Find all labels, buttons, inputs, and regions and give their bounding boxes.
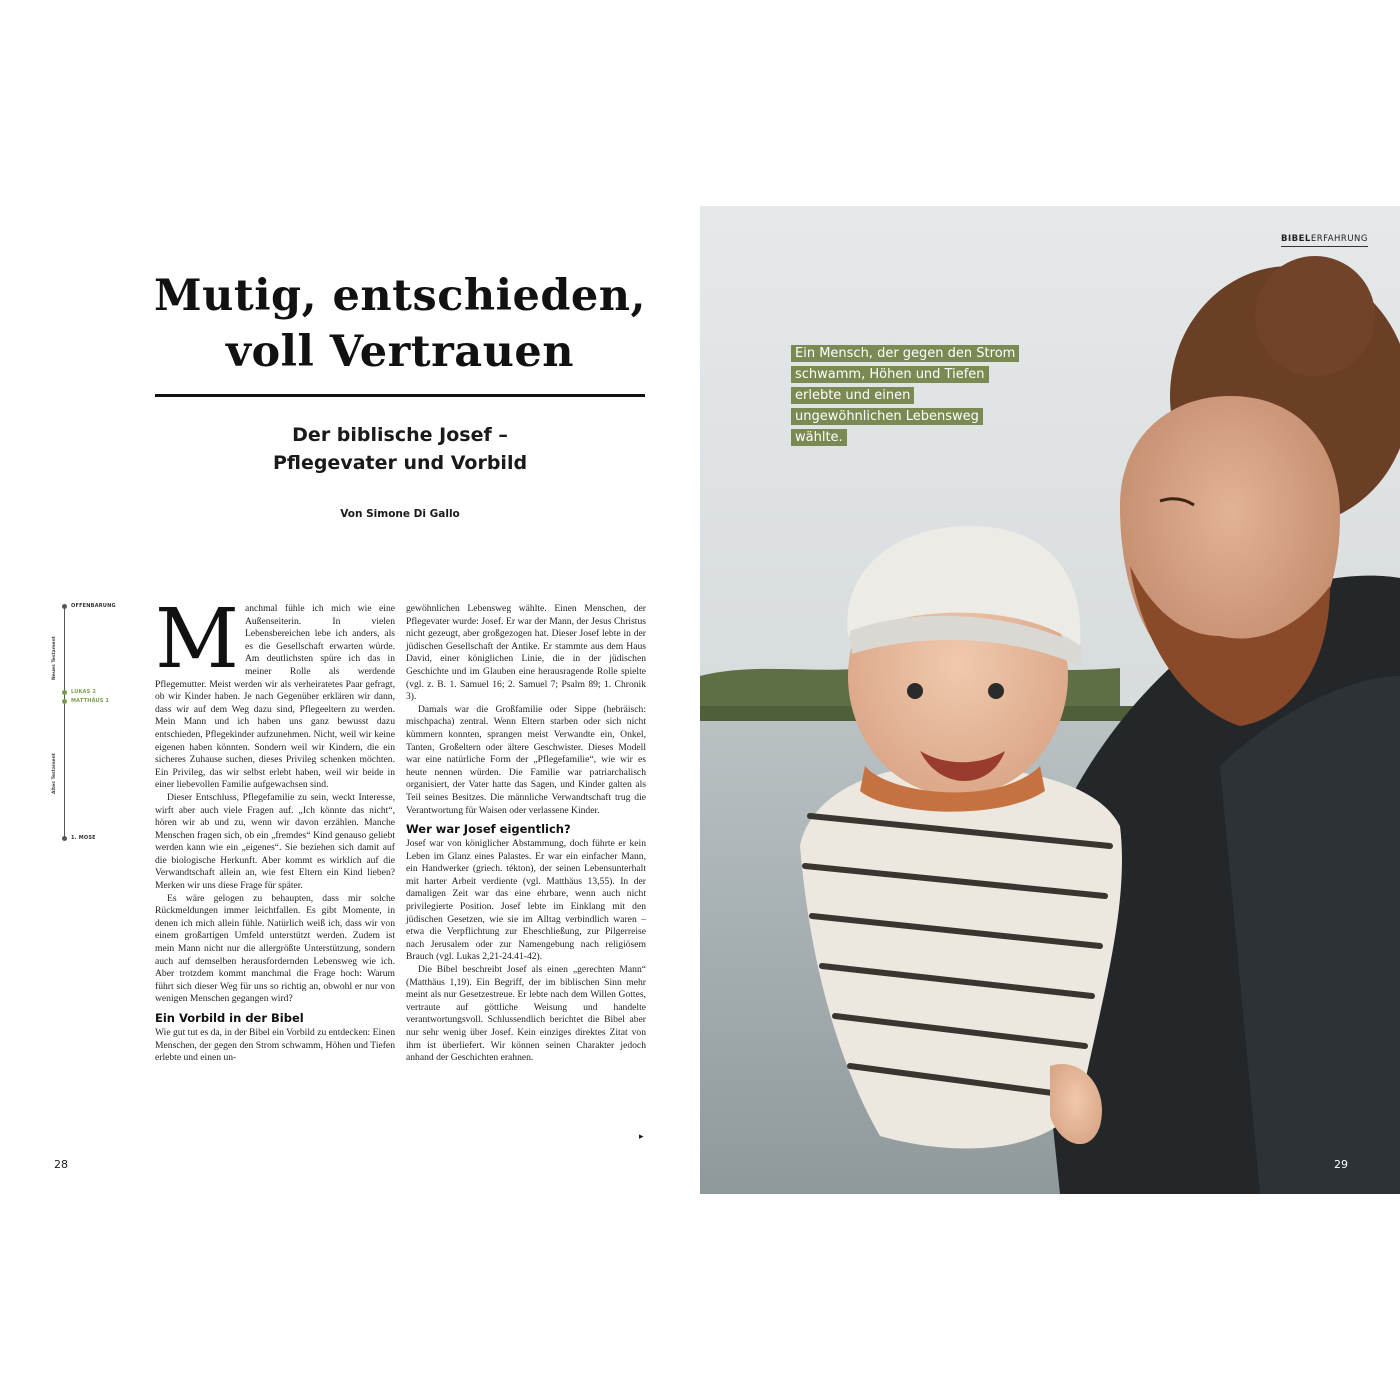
timeline-section-at: Altes Testament [52,753,57,794]
paragraph: Es wäre gelogen zu behaupten, dass mir solche Rückmeldungen immer leichtfallen. Es gibt Momente, in denen ich mich allein fühle. Natürlich weiß ich, dass wir von einem großartigen Umfeld unterstützt werden. Zudem ist mein Mann nicht nur die allergrößte Unterstützung, sondern auch auf demselben herausfordernden Lebensweg wie ich. Aber trotzdem kommt manchmal die Frage hoch: Warum führt sich dieser Weg für uns so richtig an, obwohl er nur von wenigen Menschen gegangen wird? [155,892,395,1005]
section-label [1281,234,1368,244]
article-subtitle [150,421,650,477]
timeline-label-mose: 1. MOSE [71,835,96,841]
timeline-dot-matthaeus [62,699,67,704]
subtitle-line-2: Pflegevater und Vorbild [272,452,528,474]
bible-timeline [40,598,130,848]
paragraph: Josef war von königlicher Abstammung, doch führte er kein Leben im Glanz eines Palastes. Er war ein einfacher Mann, ein Handwerker (griech. tékton), der seinen Lebensunterhalt mit harter Arbeit verdiente (vgl. Matthäus 13,55). In der damaligen Zeit war das eine ehrbare, wenn auch nicht privilegierte Position. Josef lebte im Einklang mit den jüdischen Gesetzen, wie sie im Alltag verbindlich waren – etwa die Verpflichtung zur Eheschließung, zur Pilgerreise nach Jerusalem oder zur Namengebung nach religiösem Brauch (vgl. Lukas 2,21-24.41-42). [406,838,646,963]
timeline-label-matthaeus: MATTHÄUS 1 [71,698,110,704]
continue-arrow-icon: ▸ [639,1131,644,1141]
timeline-dot-bottom [62,836,67,841]
timeline-label-lukas: LUKAS 2 [71,689,97,695]
section-label-rule [1281,246,1368,247]
timeline-line [64,606,65,838]
page-number-left: 28 [54,1158,68,1171]
paragraph: Wie gut tut es da, in der Bibel ein Vorbild zu entdecken: Einen Menschen, der gegen den Strom schwamm, Höhen und Tiefen erlebte und einen un- [155,1027,395,1064]
paragraph: Die Bibel beschreibt Josef als einen „gerechten Mann“ (Matthäus 1,19). Ein Begriff, der im biblischen Sinn mehr meint als nur Gesetzestreue. Er lebte nach dem Willen Gottes, vertraute auf göttliche Weisung und handelte verantwortungsvoll. Schlussendlich berichtet die Bibel aber nur sehr wenig über Josef. Kein einziges direktes Zitat von ihm ist überliefert. Wir können seinen Charakter jedoch anhand der Geschichten erahnen. [406,964,646,1064]
article-title [150,268,650,380]
text-column-1 [155,592,395,1065]
title-line-2: voll Vertrauen [226,327,574,377]
section-heading: Wer war Josef eigentlich? [406,822,571,837]
title-line-1: Mutig, entschieden, [153,271,647,321]
paragraph: gewöhnlichen Lebensweg wählte. Einen Menschen, der Pflegevater wurde: Josef. Er war der Mann, der Jesus Christus nicht gezeugt, aber großgezogen hat. Dieser Josef lebte in der jüdischen Gesellschaft der Antike. Er stammte aus dem Haus David, einer königlichen Linie, die in der jüdischen Geschichte und im Glauben eine herausragende Rolle spielte (vgl. z. B. 1. Samuel 16; 2. Samuel 7; Psalm 89; 1. Chronik 3). [406,603,646,703]
paragraph: Damals war die Großfamilie oder Sippe (hebräisch: mischpacha) zentral. Wenn Eltern starben oder sich nicht kümmern konnten, sprangen meist Verwandte ein, Onkel, Tanten, Großeltern oder ältere Geschwister. Dieses Modell war eine natürliche Form der „Pflegefamilie“, wie wir es heute nennen würden. Die Familie war patriarchalisch organisiert, der Vater hatte das Sagen, und Kinder galten als Teil seines Besitzes. Die männliche Verwandtschaft trug die Verantwortung für Waisen oder verlassene Kinder. [406,703,646,816]
byline: Von Simone Di Gallo [340,508,460,520]
timeline-label-offenbarung: OFFENBARUNG [71,603,116,609]
drop-cap: M [155,592,239,687]
subtitle-line-1: Der biblische Josef – [292,424,508,446]
timeline-section-nt: Neues Testament [52,636,57,680]
paragraph: Dieser Entschluss, Pflegefamilie zu sein, weckt Interesse, wirft aber auch viele Fragen auf. „Ich könnte das nicht“, hören wir ab und zu, wenn wir davon erzählen. Manche Menschen fragen sich, ob ein „fremdes“ Kind genauso geliebt werden kann wie ein „eigenes“. Sie beziehen sich damit auf die biologische Herkunft. Aber kommt es wirklich auf die Verwandtschaft allein an, wie fest Eltern ein Kind lieben? Merken wir uns diese Frage für später. [155,791,395,892]
section-label-bold: BIBEL [1280,234,1311,244]
timeline-dot-top [62,604,67,609]
text-column-2 [406,603,646,1065]
page-number-right: 29 [1334,1158,1348,1171]
pull-quote [791,343,1021,448]
section-label-rest: ERFAHRUNG [1310,234,1368,244]
section-heading: Ein Vorbild in der Bibel [155,1011,304,1025]
title-divider [155,394,645,397]
cover-photo [700,206,1400,1194]
timeline-dot-lukas [62,690,67,695]
paragraph: anchmal fühle ich mich wie eine Außenseiterin. In vielen Lebensbereichen lebe ich anders, als es die Gesellschaft erwarten würde. Am deutlichsten spüre ich das in meiner Rolle als werdende Pflegemutter. Meist werden wir als verheiratetes Paar gefragt, ob wir Kinder haben. Je nach Gegenüber erklären wir dann, dass wir auf dem Weg dazu sind, Pflegeeltern zu werden. Mein Mann und ich haben uns ganz bewusst dazu entschieden, Pflegekinder aufzunehmen. Nicht, weil wir keine eigenen haben könnten. Sondern weil wir Kindern, die ein sicheres Zuhause suchen, dieses Privileg schenken möchten. Ein Privileg, das wir selbst erlebt haben, weil wir beide in einer liebevollen Familie aufgewachsen sind. [155,603,395,791]
pull-quote-text: Ein Mensch, der gegen den Strom schwamm, Höhen und Tiefen erlebte und einen ungewöhnlichen Lebensweg wählte. [791,345,1019,446]
